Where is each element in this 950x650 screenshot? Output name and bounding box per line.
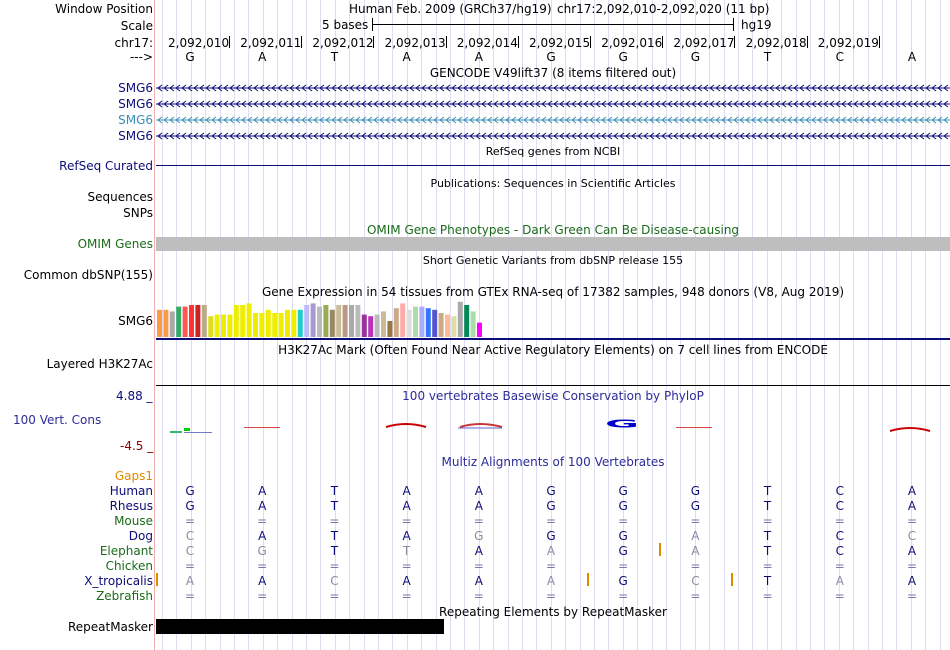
multiz-base: = [834,589,845,603]
multiz-base: = [184,589,196,603]
ruler-position: 2,092,018 [745,36,807,50]
multiz-base: = [762,514,773,528]
repeatmasker-element[interactable] [156,619,444,634]
multiz-base: T [402,544,411,558]
gencode-gene-label[interactable]: SMG6 [118,97,153,111]
insertion-mark-xtrop-1 [156,573,158,586]
multiz-base: = [834,514,845,528]
dbsnp-label[interactable]: Common dbSNP(155) [23,268,153,282]
gencode-track-title: GENCODE V49lift37 (8 items filtered out) [429,66,677,80]
multiz-base: G [690,499,701,513]
reference-base: G [690,50,701,64]
ruler-position: 2,092,017 [673,36,735,50]
strand-label: ---> [129,50,153,64]
reference-base: A [402,50,411,64]
reference-base: A [258,50,267,64]
multiz-species-label[interactable]: X_tropicalis [84,574,153,588]
multiz-base: G [546,529,556,543]
position-text: chr17:2,092,010-2,092,020 (11 bp) [557,2,770,16]
multiz-base: C [835,544,844,558]
reference-base: A [907,50,917,64]
multiz-base: G [690,484,701,498]
multiz-base: T [763,544,772,558]
multiz-base: = [257,514,268,528]
multiz-base: G [618,544,628,558]
phylop-ymin: -4.5 _ [120,439,154,453]
multiz-base: = [473,559,484,573]
refseq-label[interactable]: RefSeq Curated [59,159,153,173]
multiz-base: C [907,529,917,543]
multiz-base: = [545,589,557,603]
insertion-mark-xtrop-2 [587,573,589,586]
multiz-species-label[interactable]: Elephant [99,544,153,558]
ruler-position: 2,092,010 [168,36,230,50]
db-text: hg19 [741,18,772,32]
phylop-label[interactable]: 100 Vert. Cons [13,413,102,427]
multiz-species-label[interactable]: Chicken [105,559,153,573]
multiz-base: A [907,499,917,513]
phylop-mark-g: G [605,417,639,431]
multiz-base: A [258,529,267,543]
multiz-base: = [906,589,918,603]
multiz-base: G [618,529,628,543]
multiz-base: A [691,544,700,558]
multiz-base: C [185,544,195,558]
h3k27ac-track-title: H3K27Ac Mark (Often Found Near Active Regulatory Elements) on 7 cell lines from ENCODE [278,343,828,357]
gtex-label[interactable]: SMG6 [118,314,153,328]
multiz-base: G [474,529,484,543]
multiz-species-label[interactable]: Rhesus [109,499,153,513]
multiz-base: = [690,589,701,603]
ruler-position: 2,092,012 [312,36,374,50]
multiz-base: C [835,484,844,498]
scale-text: 5 bases [322,18,369,32]
multiz-base: = [401,589,412,603]
multiz-base: = [401,514,412,528]
h3k27ac-label[interactable]: Layered H3K27Ac [46,357,153,371]
repeatmasker-track-title: Repeating Elements by RepeatMasker [439,605,667,619]
multiz-base: = [184,514,196,528]
multiz-base: A [258,574,267,588]
multiz-base: T [763,574,772,588]
multiz-base: = [329,514,340,528]
multiz-base: = [618,514,629,528]
multiz-base: G [257,544,267,558]
multiz-base: T [763,484,772,498]
multiz-base: = [184,559,196,573]
multiz-base: A [402,499,411,513]
insertion-mark-elephant [659,543,661,556]
multiz-base: A [402,484,411,498]
multiz-species-label[interactable]: Mouse [114,514,153,528]
publications-label[interactable]: Sequences [87,190,153,204]
assembly-text: Human Feb. 2009 (GRCh37/hg19) [349,2,552,16]
multiz-base: = [473,514,484,528]
multiz-species-label[interactable]: Human [109,484,153,498]
multiz-base: C [330,574,339,588]
multiz-base: = [762,559,773,573]
gencode-gene-label[interactable]: SMG6 [118,113,153,127]
multiz-base: = [401,559,412,573]
multiz-base: A [258,499,267,513]
window-position-label: Window Position [55,2,153,16]
phylop-track-title: 100 vertebrates Basewise Conservation by PhyloP [402,389,704,403]
multiz-base: T [763,499,772,513]
reference-base: G [185,50,195,64]
ruler-position: 2,092,013 [384,36,446,50]
multiz-base: = [618,559,629,573]
multiz-base: G [185,484,195,498]
multiz-base: = [906,514,918,528]
multiz-base: = [473,589,484,603]
publications-track-title: Publications: Sequences in Scientific Articles [430,177,676,190]
multiz-base: G [546,499,556,513]
ruler-position: 2,092,019 [817,36,879,50]
reference-base: T [763,50,772,64]
reference-base: C [835,50,844,64]
multiz-base: T [763,529,772,543]
multiz-base: A [185,574,195,588]
multiz-base: C [691,574,700,588]
repeatmasker-label[interactable]: RepeatMasker [67,620,153,634]
multiz-base: = [906,559,918,573]
dbsnp-track-title: Short Genetic Variants from dbSNP release 155 [422,254,684,267]
chrom-label: chr17: [114,36,153,50]
multiz-base: = [690,514,701,528]
multiz-base: C [835,529,844,543]
multiz-base: A [474,484,483,498]
gencode-gene-label[interactable]: SMG6 [118,81,153,95]
gtex-track-title: Gene Expression in 54 tissues from GTEx RNA-seq of 17382 samples, 948 donors (V8, Aug 2019) [261,285,845,299]
multiz-base: A [474,574,483,588]
scale-label: Scale [120,19,153,33]
multiz-base: A [546,574,556,588]
multiz-base: = [618,589,629,603]
multiz-base: A [907,574,917,588]
insertion-mark-xtrop-3 [731,573,733,586]
ruler-position: 2,092,014 [456,36,518,50]
multiz-species-label[interactable]: Zebrafish [96,589,153,603]
multiz-base: = [257,589,268,603]
multiz-base: A [546,544,556,558]
multiz-base: C [835,499,844,513]
omim-track-title: OMIM Gene Phenotypes - Dark Green Can Be Disease-causing [366,223,740,237]
multiz-base: = [329,589,340,603]
multiz-base: T [330,484,339,498]
multiz-base: A [907,544,917,558]
gaps-label[interactable]: Gaps1 [114,469,153,483]
ruler-position: 2,092,015 [529,36,591,50]
multiz-species-label[interactable]: Dog [128,529,153,543]
multiz-base: A [258,484,267,498]
multiz-base: A [835,574,844,588]
multiz-base: = [329,559,340,573]
ruler-position: 2,092,011 [240,36,302,50]
omim-label[interactable]: OMIM Genes [77,237,153,251]
reference-base: T [330,50,339,64]
multiz-base: A [474,499,483,513]
multiz-base: G [618,484,628,498]
multiz-base: A [907,484,917,498]
multiz-base: T [330,544,339,558]
reference-base: A [474,50,483,64]
multiz-base: = [690,559,701,573]
multiz-base: A [691,529,700,543]
multiz-track-title: Multiz Alignments of 100 Vertebrates [441,455,665,469]
reference-base: G [618,50,628,64]
multiz-base: A [402,574,411,588]
multiz-base: G [185,499,195,513]
multiz-base: = [545,559,557,573]
gencode-gene-label[interactable]: SMG6 [118,129,153,143]
multiz-base: G [546,484,556,498]
multiz-base: = [545,514,557,528]
multiz-base: A [474,544,483,558]
multiz-base: = [257,559,268,573]
multiz-base: T [330,499,339,513]
multiz-base: T [330,529,339,543]
multiz-base: G [618,574,628,588]
multiz-base: G [618,499,628,513]
reference-base: G [546,50,556,64]
multiz-base: = [834,559,845,573]
multiz-base: A [402,529,411,543]
ruler-position: 2,092,016 [601,36,663,50]
refseq-track-title: RefSeq genes from NCBI [485,145,621,158]
multiz-base: C [185,529,195,543]
snps-label[interactable]: SNPs [123,206,153,220]
phylop-ymax: 4.88 _ [116,389,153,403]
multiz-base: = [762,589,773,603]
